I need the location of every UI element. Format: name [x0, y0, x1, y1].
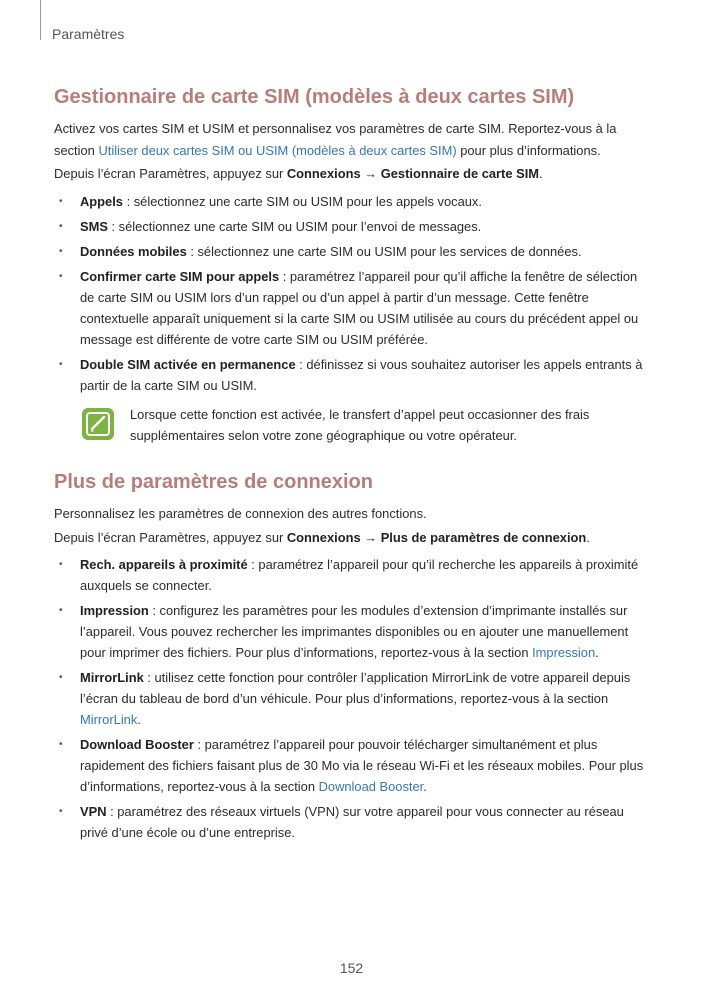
item-term: Double SIM activée en permanence — [80, 356, 296, 372]
item-term: Appels — [80, 193, 123, 209]
sim-path — [54, 163, 654, 185]
list-item — [54, 266, 654, 350]
item-desc: : configurez les paramètres pour les modules d’extension d’imprimante installés sur l’appareil. Vous pouvez rechercher les imprimantes disponibles ou en ajouter une manuellement pour imprimer des fichiers. Pour plus d’informations, reportez-vous à la section — [80, 603, 629, 660]
sim-manager-heading: Gestionnaire de carte SIM (modèles à deux cartes SIM) — [54, 86, 575, 108]
more-path-target: Plus de paramètres de connexion — [380, 529, 587, 545]
item-desc: : sélectionnez une carte SIM ou USIM pour les services de données. — [186, 243, 582, 259]
item-desc: : utilisez cette fonction pour contrôler l’application MirrorLink de votre appareil depuis l’écran du tableau de bord d’un véhicule. Pour plus d’informations, reportez-vous à la section — [80, 670, 631, 706]
more-path — [54, 527, 654, 549]
more-intro: Personnalisez les paramètres de connexion des autres fonctions. — [54, 506, 427, 521]
more-options-list — [54, 554, 654, 843]
sim-options-list — [54, 191, 654, 396]
item-desc: : paramétrez l’appareil pour qu’il recherche les appareils à proximité auxquels se connecter. — [80, 557, 639, 593]
arrow-icon: → — [360, 166, 381, 181]
item-term: Confirmer carte SIM pour appels — [80, 268, 280, 284]
sim-intro-text-end: pour plus d’informations. — [456, 142, 601, 158]
page-number: 152 — [339, 960, 364, 976]
sim-path-end: . — [539, 166, 543, 181]
note-box — [54, 404, 654, 446]
item-desc: : paramétrez des réseaux virtuels (VPN) sur votre appareil pour vous connecter au réseau privé d’une école ou d’une entreprise. — [80, 804, 624, 840]
mirrorlink-link[interactable]: MirrorLink — [80, 712, 138, 727]
header-title: Paramètres — [52, 26, 125, 42]
list-item — [54, 241, 654, 262]
item-term: Données mobiles — [80, 243, 187, 259]
sim-intro-link[interactable]: Utiliser deux cartes SIM ou USIM (modèles à deux cartes SIM) — [98, 142, 457, 158]
list-item — [54, 600, 654, 663]
sim-path-connexions: Connexions — [286, 166, 361, 181]
item-term: MirrorLink — [80, 670, 144, 685]
sim-path-text: Depuis l’écran Paramètres, appuyez sur — [54, 166, 287, 181]
item-desc: : sélectionnez une carte SIM ou USIM pour l’envoi de messages. — [107, 218, 482, 234]
impression-link[interactable]: Impression — [532, 645, 596, 660]
list-item — [54, 191, 654, 212]
list-item — [54, 667, 654, 730]
item-term: SMS — [80, 218, 108, 234]
more-path-text: Depuis l’écran Paramètres, appuyez sur — [54, 529, 287, 545]
more-path-connexions: Connexions — [286, 529, 361, 545]
list-item — [54, 554, 654, 596]
item-desc: : paramétrez l’appareil pour qu’il affiche la fenêtre de sélection de carte SIM ou USIM lors d’un rappel ou d’un appel à partir d’un message. Cette fenêtre contextuelle apparaît uniquement si la carte SIM ou USIM utilisée au cours du précédent appel ou message est différente de votre carte SIM ou USIM préférée. — [80, 268, 639, 347]
item-term: VPN — [80, 804, 107, 819]
item-term: Rech. appareils à proximité — [80, 557, 248, 572]
item-term: Download Booster — [80, 737, 194, 752]
list-item — [54, 354, 654, 396]
item-end: . — [595, 645, 599, 660]
sim-intro-text: Activez vos cartes SIM et USIM et personnalisez vos paramètres de carte SIM. Reportez-vous à la section — [54, 121, 617, 158]
list-item — [54, 216, 654, 237]
item-end: . — [423, 779, 427, 794]
item-desc: : définissez si vous souhaitez autoriser les appels entrants à partir de la carte SIM ou USIM. — [80, 356, 643, 393]
note-text: Lorsque cette fonction est activée, le transfert d’appel peut occasionner des frais supplémentaires selon votre zone géographique ou votre opérateur. — [130, 406, 590, 443]
item-end: . — [137, 712, 141, 727]
sim-path-target: Gestionnaire de carte SIM — [380, 166, 540, 181]
more-connection-section — [54, 469, 654, 843]
more-connection-heading: Plus de paramètres de connexion — [54, 471, 373, 493]
header-rule — [40, 0, 41, 40]
item-desc: : paramétrez l’appareil pour pouvoir télécharger simultanément et plus rapidement des fichiers faisant plus de 30 Mo via le réseau Wi-Fi et les réseaux mobiles. Pour plus d’informations, reportez-vous à la section — [80, 737, 644, 794]
note-icon — [82, 408, 114, 440]
more-path-end: . — [586, 529, 590, 545]
sim-intro — [54, 118, 654, 161]
item-desc: : sélectionnez une carte SIM ou USIM pour les appels vocaux. — [122, 193, 482, 209]
list-item — [54, 801, 654, 843]
item-term: Impression — [80, 603, 149, 618]
arrow-icon: → — [360, 529, 381, 545]
download-booster-link[interactable]: Download Booster — [318, 779, 424, 794]
sim-manager-section — [54, 84, 654, 446]
list-item — [54, 734, 654, 797]
